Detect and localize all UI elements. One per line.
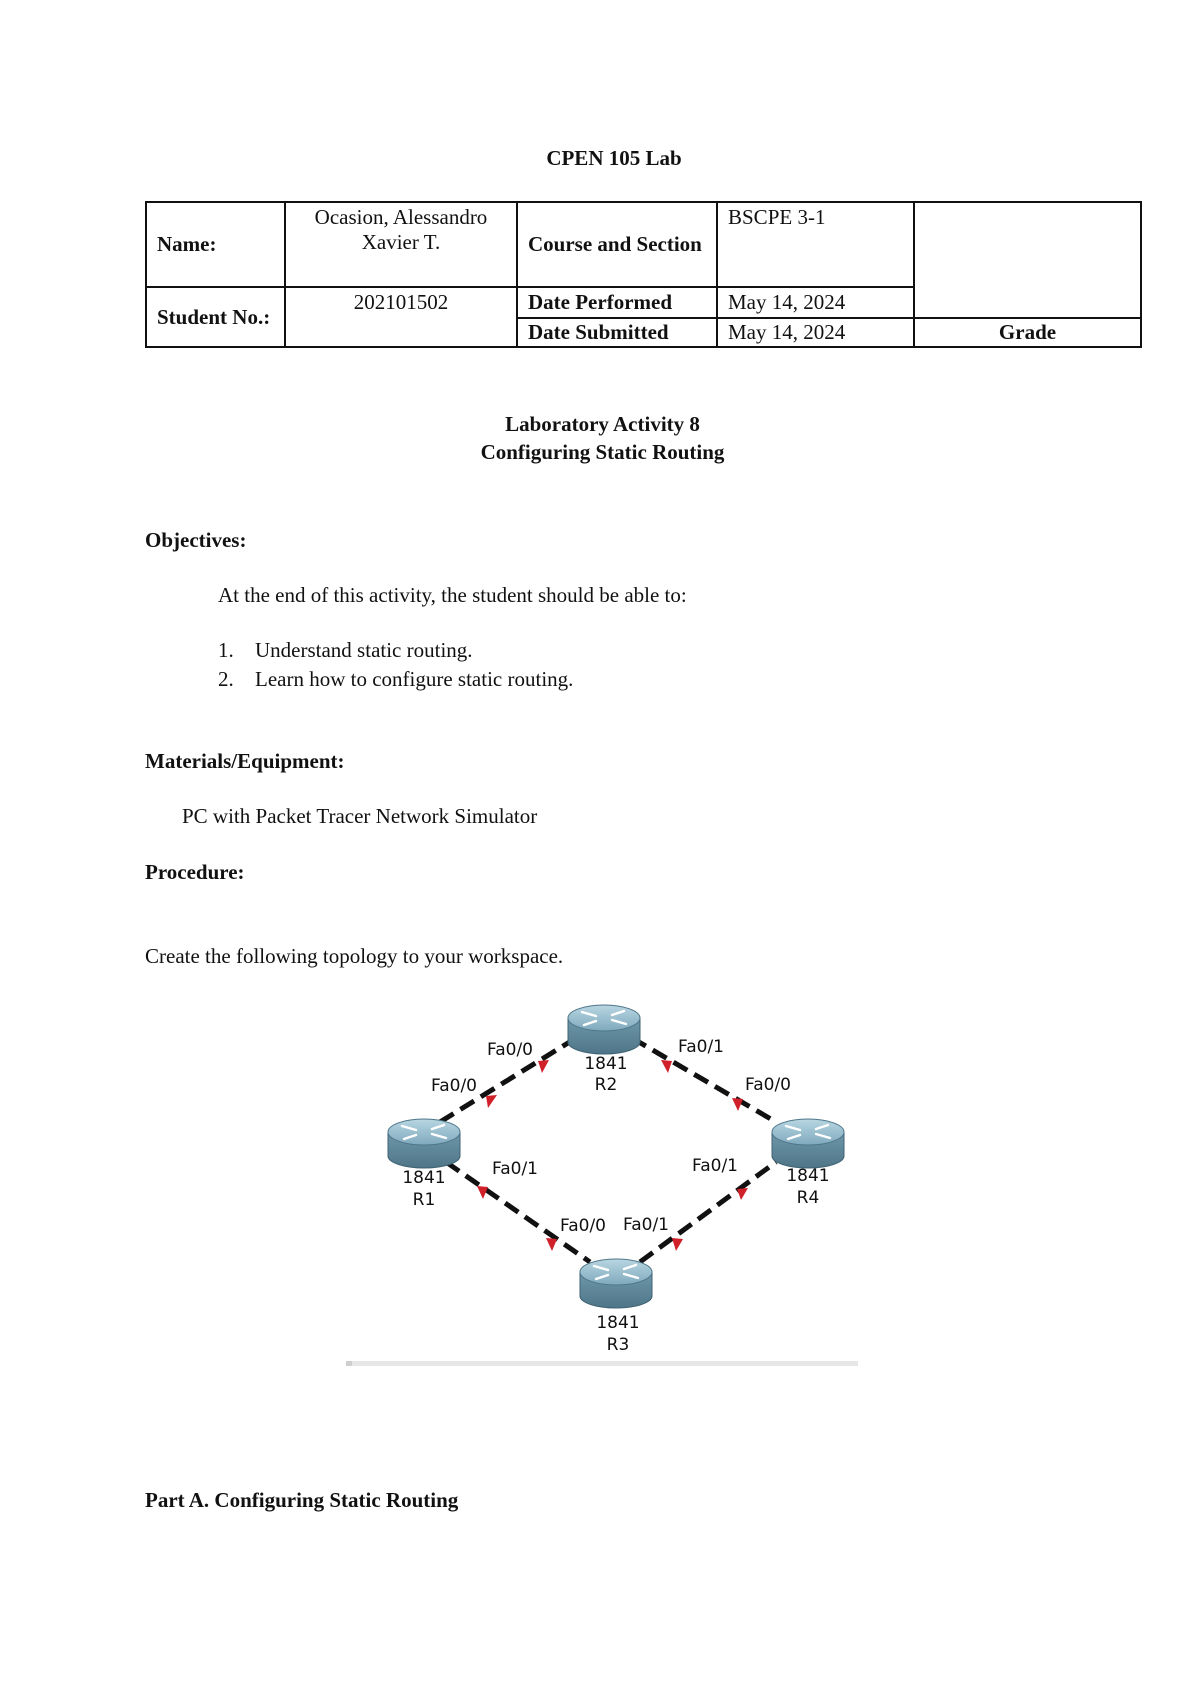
port-marker xyxy=(538,1060,549,1073)
iface-label: Fa0/1 xyxy=(678,1037,724,1057)
procedure-heading: Procedure: xyxy=(145,860,245,884)
router-icon-r1 xyxy=(388,1119,460,1168)
router-name-r1: R1 xyxy=(412,1190,436,1210)
materials-text: PC with Packet Tracer Network Simulator xyxy=(182,804,538,828)
iface-label: Fa0/0 xyxy=(745,1075,791,1095)
port-marker xyxy=(737,1188,748,1200)
name-value-line1: Ocasion, Alessandro xyxy=(314,205,488,229)
date-performed-value: May 14, 2024 xyxy=(717,287,914,318)
student-no-label: Student No.: xyxy=(146,287,285,347)
procedure-instruction: Create the following topology to your workspace. xyxy=(145,944,564,968)
iface-label: Fa0/0 xyxy=(487,1040,533,1060)
part-a-heading: Part A. Configuring Static Routing xyxy=(145,1488,459,1512)
router-icon-r4 xyxy=(772,1119,844,1168)
course-section-label: Course and Section xyxy=(517,202,717,287)
objectives-heading: Objectives: xyxy=(145,528,247,552)
list-item: 2. Learn how to configure static routing. xyxy=(218,667,574,691)
port-marker xyxy=(546,1238,557,1251)
port-marker xyxy=(672,1238,683,1251)
router-model-r3: 1841 xyxy=(596,1313,640,1333)
diagram-scrollbar-thumb xyxy=(346,1361,352,1366)
iface-label: Fa0/1 xyxy=(492,1159,538,1179)
port-marker xyxy=(661,1060,672,1073)
router-icon-r3 xyxy=(580,1259,652,1308)
course-title: CPEN 105 Lab xyxy=(546,146,682,170)
router-icon-r2 xyxy=(568,1005,640,1054)
grade-label: Grade xyxy=(914,318,1141,347)
port-marker xyxy=(486,1095,497,1108)
course-section-value: BSCPE 3-1 xyxy=(717,202,914,287)
activity-title-line2: Configuring Static Routing xyxy=(480,440,725,464)
router-model-r4: 1841 xyxy=(786,1166,830,1186)
iface-label: Fa0/0 xyxy=(560,1216,606,1236)
router-name-r3: R3 xyxy=(606,1335,630,1355)
materials-heading: Materials/Equipment: xyxy=(145,749,345,773)
list-item: 1. Understand static routing. xyxy=(218,638,473,662)
name-value-line2: Xavier T. xyxy=(361,230,441,254)
name-label: Name: xyxy=(146,202,285,287)
link-r3-r4 xyxy=(640,1162,776,1262)
router-name-r4: R4 xyxy=(796,1188,820,1208)
iface-label: Fa0/0 xyxy=(431,1076,477,1096)
router-model-r2: 1841 xyxy=(584,1054,628,1074)
date-submitted-label: Date Submitted xyxy=(517,318,717,347)
diagram-scrollbar xyxy=(346,1361,858,1366)
router-model-r1: 1841 xyxy=(402,1168,446,1188)
iface-label: Fa0/1 xyxy=(692,1156,738,1176)
date-submitted-value: May 14, 2024 xyxy=(717,318,914,347)
date-performed-label: Date Performed xyxy=(517,287,717,318)
student-no-value: 202101502 xyxy=(285,287,517,347)
router-name-r2: R2 xyxy=(594,1075,618,1095)
iface-label: Fa0/1 xyxy=(623,1215,669,1235)
objectives-intro: At the end of this activity, the student should be able to: xyxy=(218,583,687,607)
activity-title-line1: Laboratory Activity 8 xyxy=(505,412,700,436)
